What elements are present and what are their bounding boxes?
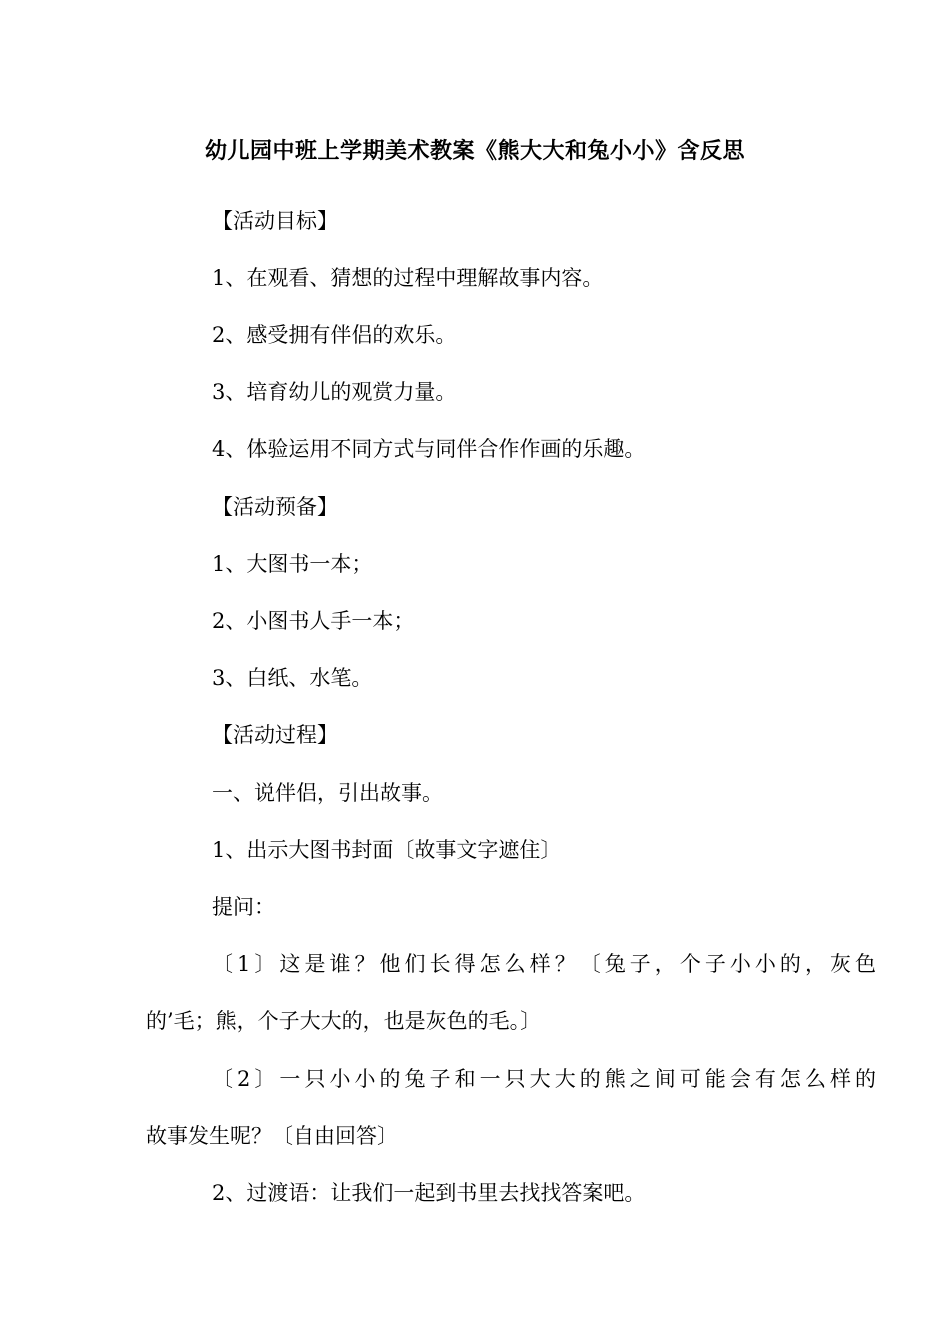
section-heading-process: 【活动过程】 xyxy=(212,723,338,747)
paragraph-line: 2、感受拥有伴侣的欢乐。 xyxy=(212,323,457,347)
paragraph-line: 〔1〕这是谁？他们长得怎么样？〔兔子，个子小小的，灰色 xyxy=(212,952,876,976)
section-heading-preparation: 【活动预备】 xyxy=(212,495,338,519)
paragraph-line: 故事发生呢？〔自由回答〕 xyxy=(146,1124,398,1148)
paragraph-line: 一、说伴侣，引出故事。 xyxy=(212,781,443,805)
paragraph-line: 提问： xyxy=(212,895,275,919)
paragraph-line: 1、大图书一本； xyxy=(212,552,373,576)
document-title: 幼儿园中班上学期美术教案《熊大大和兔小小》含反思 xyxy=(204,139,745,164)
paragraph-line: 3、培育幼儿的观赏力量。 xyxy=(212,380,457,404)
paragraph-line: 4、体验运用不同方式与同伴合作作画的乐趣。 xyxy=(212,437,646,461)
paragraph-line: 〔2〕一只小小的兔子和一只大大的熊之间可能会有怎么样的 xyxy=(212,1067,876,1091)
paragraph-line: 1、出示大图书封面〔故事文字遮住〕 xyxy=(212,838,562,862)
paragraph-line: 3、白纸、水笔。 xyxy=(212,666,373,690)
paragraph-line: 1、在观看、猜想的过程中理解故事内容。 xyxy=(212,266,604,290)
section-heading-goals: 【活动目标】 xyxy=(212,209,338,233)
paragraph-line: 的’毛；熊，个子大大的，也是灰色的毛。〕 xyxy=(146,1009,542,1033)
paragraph-line: 2、小图书人手一本； xyxy=(212,609,415,633)
paragraph-line: 2、过渡语：让我们一起到书里去找找答案吧。 xyxy=(212,1181,646,1205)
